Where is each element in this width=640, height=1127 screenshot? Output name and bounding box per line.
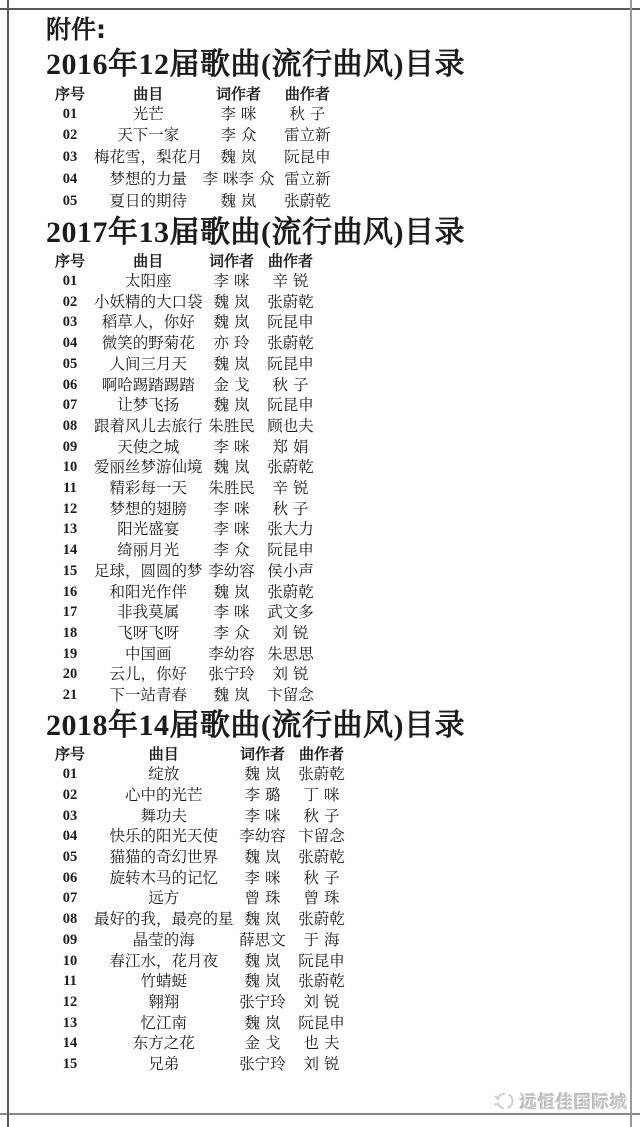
cell-lyricist: 魏 岚 (213, 354, 250, 373)
cell-lyricist: 朱胜民 (208, 479, 255, 498)
cell-lyricist: 魏 岚 (244, 972, 281, 991)
cell-no: 01 (62, 273, 78, 290)
cell-title: 让梦飞扬 (117, 396, 180, 415)
cell-lyricist: 李 众 (213, 623, 250, 642)
cell-lyricist: 张宁玲 (239, 1055, 286, 1074)
cell-no: 14 (62, 542, 78, 559)
song-section-2018 (10, 708, 628, 1075)
cell-composer: 张蔚乾 (267, 292, 314, 311)
song-section-2017 (10, 215, 628, 706)
cell-title: 小妖精的大口袋 (94, 292, 203, 311)
cell-lyricist: 李 咪 (220, 104, 257, 123)
cell-title: 跟着风儿去旅行 (94, 416, 203, 435)
cell-title: 猫猫的奇幻世界 (109, 847, 219, 866)
cell-lyricist: 魏 岚 (213, 458, 250, 477)
table-row (46, 582, 321, 603)
cell-lyricist: 李 咪李 众 (202, 170, 275, 189)
table-row (46, 826, 352, 847)
cell-no: 03 (62, 807, 78, 824)
watermark-text: 远恒佳国际城 (520, 1093, 628, 1113)
cell-no: 06 (62, 376, 78, 393)
cell-lyricist: 魏 岚 (213, 292, 250, 311)
cell-lyricist: 魏 岚 (220, 191, 257, 210)
table-row (46, 888, 352, 909)
cell-no: 16 (62, 583, 78, 600)
table-row (46, 437, 321, 458)
song-table (46, 85, 340, 213)
cell-title: 啊哈踢踏踢踏 (101, 375, 195, 394)
cell-title: 梅花雪，梨花月 (94, 148, 203, 167)
watermark (492, 1088, 628, 1113)
table-row (46, 104, 340, 126)
cell-no: 20 (62, 666, 78, 683)
cell-composer: 也 夫 (303, 1034, 340, 1053)
cell-title: 忆江南 (140, 1013, 188, 1032)
cell-title: 翱翔 (148, 992, 180, 1011)
table-row (46, 1054, 352, 1075)
cell-composer: 郑 娟 (272, 437, 309, 456)
cell-title: 绮丽月光 (117, 541, 180, 560)
table-header-row (46, 85, 340, 104)
cell-composer: 张蔚乾 (267, 334, 314, 353)
table-row (46, 623, 321, 644)
column-header-composer: 曲作者 (299, 745, 345, 764)
column-header-composer: 曲作者 (268, 252, 314, 271)
cell-lyricist: 李 咪 (213, 272, 250, 291)
cell-lyricist: 魏 岚 (213, 686, 250, 705)
cell-lyricist: 李幼容 (239, 827, 286, 846)
cell-title: 足球，圆圆的梦 (94, 561, 203, 580)
cell-title: 和阳光作伴 (109, 582, 188, 601)
section-title: 2016年12届歌曲(流行曲风)目录 (46, 48, 465, 82)
table-row (46, 685, 321, 706)
table-row (46, 764, 352, 785)
cell-composer: 秋 子 (272, 375, 309, 394)
cell-composer: 顾也夫 (267, 416, 314, 435)
attachment-label: 附件: (46, 15, 106, 44)
cell-lyricist: 亦 玲 (213, 334, 250, 353)
cell-no: 06 (62, 869, 78, 886)
column-header-title: 曲目 (148, 745, 179, 764)
cell-title: 阳光盛宴 (117, 520, 180, 539)
cell-no: 02 (62, 786, 78, 803)
cell-no: 08 (62, 417, 78, 434)
cell-title: 旋转木马的记忆 (109, 868, 219, 887)
table-row (46, 499, 321, 520)
cell-title: 中国画 (125, 644, 172, 663)
cell-title: 舞功夫 (140, 806, 188, 825)
table-row (46, 519, 321, 540)
column-header-lyricist: 词作者 (209, 252, 255, 271)
table-row (46, 602, 321, 623)
table-row (46, 992, 352, 1013)
cell-composer: 阮昆申 (298, 951, 345, 970)
cell-composer: 阮昆申 (267, 396, 314, 415)
table-row (46, 806, 352, 827)
cell-lyricist: 魏 岚 (244, 847, 281, 866)
cell-no: 02 (62, 293, 78, 310)
cell-composer: 张蔚乾 (298, 972, 345, 991)
table-row (46, 909, 352, 930)
cell-no: 10 (62, 952, 78, 969)
cell-composer: 丁 咪 (303, 785, 340, 804)
cell-title: 飞呀飞呀 (117, 623, 180, 642)
cell-composer: 曾 珠 (303, 889, 340, 908)
cell-composer: 刘 锐 (272, 665, 309, 684)
cell-no: 05 (62, 848, 78, 865)
cell-lyricist: 魏 岚 (213, 396, 250, 415)
cell-title: 光芒 (132, 104, 164, 123)
cell-no: 13 (62, 521, 78, 538)
document-content (10, 10, 628, 1075)
cell-no: 01 (62, 766, 78, 783)
table-row (46, 540, 321, 561)
table-row (46, 271, 321, 292)
cell-title: 下一站青春 (109, 686, 188, 705)
table-row (46, 1013, 352, 1034)
cell-title: 晶莹的海 (132, 930, 195, 949)
song-section-2016 (10, 47, 628, 212)
cell-composer: 辛 锐 (272, 479, 309, 498)
cell-title: 梦想的力量 (109, 170, 188, 189)
table-row (46, 292, 321, 313)
cell-composer: 武文多 (267, 603, 314, 622)
cell-title: 云儿，你好 (109, 665, 188, 684)
cell-no: 09 (62, 438, 78, 455)
cell-lyricist: 魏 岚 (244, 910, 281, 929)
cell-lyricist: 李 咪 (213, 499, 250, 518)
table-row (46, 847, 352, 868)
cell-no: 05 (62, 355, 78, 372)
column-header-no: 序号 (54, 252, 85, 271)
column-header-no: 序号 (54, 84, 85, 103)
table-row (46, 312, 321, 333)
cell-lyricist: 魏 岚 (244, 951, 281, 970)
cell-title: 梦想的翅膀 (109, 499, 188, 518)
cell-no: 01 (62, 105, 78, 122)
song-table-body (46, 764, 352, 1075)
cell-lyricist: 李 众 (213, 541, 250, 560)
cell-lyricist: 魏 岚 (244, 765, 281, 784)
cell-no: 08 (62, 911, 78, 928)
table-row (46, 785, 352, 806)
cell-composer: 张蔚乾 (267, 582, 314, 601)
cell-title: 绽放 (148, 765, 180, 784)
table-row (46, 395, 321, 416)
song-table (46, 745, 352, 1075)
cell-title: 东方之花 (132, 1034, 195, 1053)
cell-title: 夏日的期待 (109, 191, 188, 210)
cell-composer: 阮昆申 (298, 1013, 345, 1032)
cell-no: 12 (62, 500, 78, 517)
cell-no: 03 (62, 314, 78, 331)
song-table-body (46, 271, 321, 706)
cell-title: 远方 (148, 889, 180, 908)
cell-composer: 于 海 (303, 930, 340, 949)
cell-title: 最好的我，最亮的星 (94, 910, 234, 929)
column-header-title: 曲目 (133, 84, 164, 103)
cell-lyricist: 魏 岚 (213, 582, 250, 601)
cell-composer: 张蔚乾 (298, 847, 345, 866)
section-title: 2018年14届歌曲(流行曲风)目录 (46, 708, 465, 742)
cell-no: 11 (63, 973, 77, 990)
table-row (46, 147, 340, 169)
cell-composer: 阮昆申 (267, 541, 314, 560)
cell-lyricist: 金 戈 (244, 1034, 281, 1053)
cell-title: 太阳座 (125, 272, 172, 291)
table-row (46, 561, 321, 582)
column-header-lyricist: 词作者 (215, 84, 261, 103)
song-table-body (46, 104, 340, 213)
cell-no: 18 (62, 624, 78, 641)
cell-no: 04 (62, 828, 78, 845)
cell-title: 春江水，花月夜 (109, 951, 219, 970)
cell-composer: 张大力 (267, 520, 314, 539)
cell-no: 04 (62, 171, 78, 188)
column-header-title: 曲目 (133, 252, 164, 271)
table-row (46, 644, 321, 665)
cell-composer: 雷立新 (284, 126, 331, 145)
cell-composer: 雷立新 (284, 170, 331, 189)
cell-no: 02 (62, 127, 78, 144)
cell-lyricist: 李 咪 (213, 520, 250, 539)
table-row (46, 930, 352, 951)
cell-title: 稻草人，你好 (101, 313, 195, 332)
cell-composer: 朱思思 (267, 644, 314, 663)
cell-composer: 卞留念 (298, 827, 345, 846)
cell-title: 精彩每一天 (109, 479, 188, 498)
table-row (46, 1033, 352, 1054)
cell-no: 07 (62, 397, 78, 414)
cell-lyricist: 魏 岚 (220, 148, 257, 167)
cell-title: 爱丽丝梦游仙境 (94, 458, 203, 477)
cell-title: 人间三月天 (109, 354, 188, 373)
table-row (46, 664, 321, 685)
table-row (46, 416, 321, 437)
table-row (46, 354, 321, 375)
cell-title: 天使之城 (117, 437, 180, 456)
table-row (46, 868, 352, 889)
cell-composer: 侯小声 (267, 561, 314, 580)
cell-composer: 阮昆申 (267, 313, 314, 332)
cell-lyricist: 曾 珠 (244, 889, 281, 908)
cell-no: 14 (62, 1035, 78, 1052)
cell-title: 兄弟 (148, 1055, 180, 1074)
cell-lyricist: 李幼容 (208, 561, 255, 580)
cell-composer: 秋 子 (303, 868, 340, 887)
cell-composer: 阮昆申 (267, 354, 314, 373)
cell-composer: 张蔚乾 (267, 458, 314, 477)
section-title: 2017年13届歌曲(流行曲风)目录 (46, 215, 465, 249)
cell-lyricist: 金 戈 (213, 375, 250, 394)
cell-no: 11 (63, 480, 77, 497)
cell-no: 12 (62, 993, 78, 1010)
cell-title: 非我莫属 (117, 603, 180, 622)
cell-no: 15 (62, 1056, 78, 1073)
cell-no: 15 (62, 562, 78, 579)
cell-composer: 阮昆申 (284, 148, 331, 167)
song-table (46, 252, 321, 706)
cell-lyricist: 魏 岚 (244, 1013, 281, 1032)
column-header-lyricist: 词作者 (240, 745, 286, 764)
cell-no: 21 (62, 687, 78, 704)
cell-lyricist: 张宁玲 (239, 992, 286, 1011)
table-row (46, 375, 321, 396)
cell-composer: 刘 锐 (303, 1055, 340, 1074)
cell-no: 04 (62, 335, 78, 352)
cell-lyricist: 李幼容 (208, 644, 255, 663)
page-border-bottom (0, 1113, 640, 1115)
table-row (46, 125, 340, 147)
cell-title: 微笑的野菊花 (101, 334, 195, 353)
table-row (46, 333, 321, 354)
table-header-row (46, 745, 352, 764)
cell-title: 天下一家 (117, 126, 180, 145)
column-header-composer: 曲作者 (284, 84, 330, 103)
cell-lyricist: 李 咪 (213, 603, 250, 622)
cell-composer: 秋 子 (289, 104, 326, 123)
cell-no: 03 (62, 149, 78, 166)
cell-lyricist: 李 咪 (213, 437, 250, 456)
watermark-logo-icon (492, 1090, 516, 1112)
table-row (46, 457, 321, 478)
cell-composer: 刘 锐 (272, 623, 309, 642)
cell-title: 心中的光芒 (125, 785, 203, 804)
cell-lyricist: 李 咪 (244, 806, 281, 825)
cell-lyricist: 薛思文 (239, 930, 286, 949)
cell-no: 17 (62, 604, 78, 621)
cell-lyricist: 李 璐 (244, 785, 281, 804)
table-header-row (46, 252, 321, 271)
cell-composer: 秋 子 (272, 499, 309, 518)
table-row (46, 971, 352, 992)
cell-lyricist: 李 众 (220, 126, 257, 145)
cell-composer: 张蔚乾 (284, 191, 331, 210)
cell-no: 10 (62, 459, 78, 476)
cell-no: 09 (62, 931, 78, 948)
cell-composer: 辛 锐 (272, 272, 309, 291)
cell-composer: 张蔚乾 (298, 910, 345, 929)
cell-no: 05 (62, 192, 78, 209)
cell-lyricist: 魏 岚 (213, 313, 250, 332)
cell-composer: 卞留念 (267, 686, 314, 705)
cell-title: 竹蜻蜓 (140, 972, 188, 991)
column-header-no: 序号 (54, 745, 85, 764)
cell-lyricist: 张宁玲 (208, 665, 255, 684)
cell-no: 19 (62, 645, 78, 662)
cell-lyricist: 朱胜民 (208, 416, 255, 435)
table-row (46, 191, 340, 213)
page-border-right (630, 0, 632, 1127)
cell-composer: 张蔚乾 (298, 765, 345, 784)
table-row (46, 478, 321, 499)
cell-no: 07 (62, 890, 78, 907)
cell-composer: 刘 锐 (303, 992, 340, 1011)
table-row (46, 951, 352, 972)
cell-no: 13 (62, 1014, 78, 1031)
cell-composer: 秋 子 (303, 806, 340, 825)
page-border-left (7, 0, 9, 1127)
cell-lyricist: 李 咪 (244, 868, 281, 887)
cell-title: 快乐的阳光天使 (109, 827, 219, 846)
table-row (46, 169, 340, 191)
